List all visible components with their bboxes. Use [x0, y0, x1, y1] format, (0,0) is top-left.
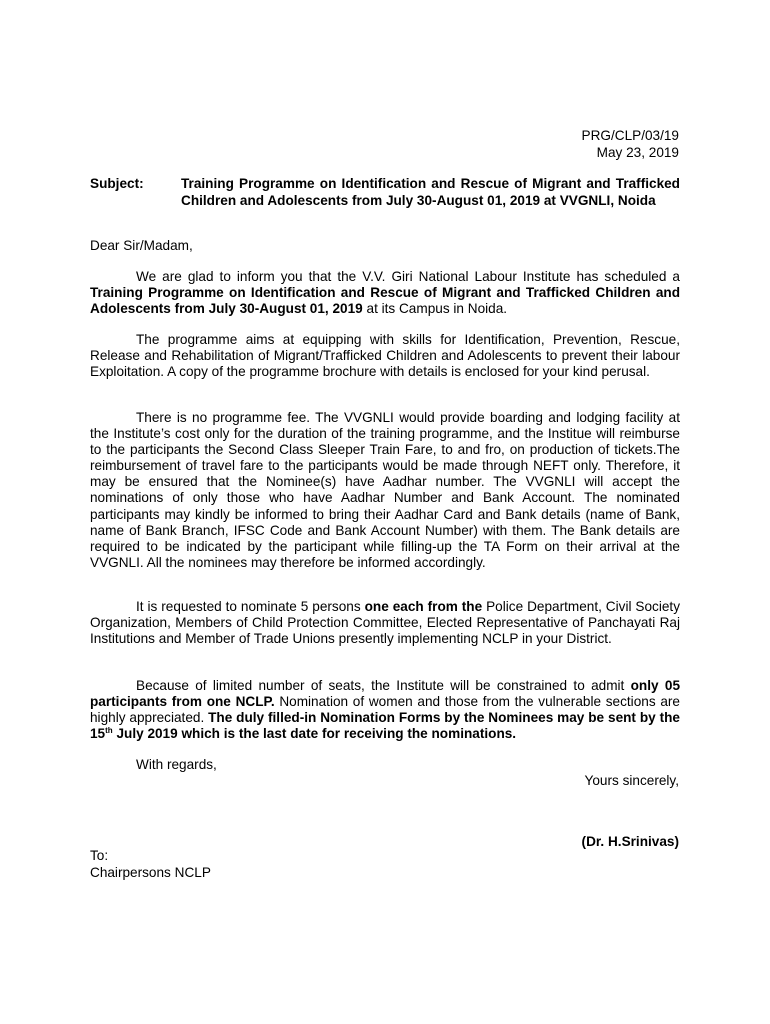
reference-number: PRG/CLP/03/19	[581, 128, 679, 143]
salutation: Dear Sir/Madam,	[90, 238, 193, 253]
paragraph-aims-text: The programme aims at equipping with skills for Identification, Prevention, Rescue, Release and Rehabilitation of Migrant/Trafficked Children and Adolescents to prevent their labour Exploitation. A copy of the programme brochure with details is enclosed for your kind perusal.	[90, 332, 680, 380]
paragraph-nominate-bold: one each from the	[364, 599, 483, 614]
paragraph-fee	[90, 410, 680, 571]
paragraph-seats-mid: Nomination of women and those from the vulnerable sections are highly appreciated.	[90, 694, 680, 726]
paragraph-intro-text: We are glad to inform you that the V.V. Giri National Labour Institute has scheduled a	[136, 269, 680, 284]
paragraph-seats-bold-2: The duly filled-in Nomination Forms by the Nominees may be sent by the 15	[90, 710, 680, 742]
to-label: To:	[90, 848, 109, 863]
paragraph-nominate	[90, 599, 680, 647]
paragraph-fee-text: There is no programme fee. The VVGNLI would provide boarding and lodging facility at the Institute’s cost only for the duration of the training programme, and the Institue will reimburse to the participants the Second Class Sleeper Train Fare, to and fro, on production of tickets.The reimbursement of travel fare to the participants would be made through NEFT only. Therefore, it may be ensured that the Nominee(s) have Aadhar number. The VVGNLI will accept the nominations of only those who have Aadhar Number and Bank Account. The nominated participants may kindly be informed to bring their Aadhar Card and Bank details (name of Bank, name of Bank Branch, IFSC Code and Bank Account Number) with them. The Bank details are required to be indicated by the participant while filling-up the TA Form on their arrival at the VVGNLI. All the nominees may therefore be informed accordingly.	[90, 410, 680, 570]
paragraph-seats-bold-1: only 05 participants from one NCLP.	[90, 678, 681, 710]
paragraph-intro-bold: Training Programme on Identification and Rescue of Migrant and Trafficked Children and Adolescents from July 30-August 01, 2019	[90, 285, 680, 317]
regards-line: With regards,	[136, 757, 217, 772]
paragraph-seats-bold-3: July 2019 which is the last date for receiving the nominations.	[112, 726, 517, 742]
paragraph-intro-end: at its Campus in Noida.	[362, 301, 508, 317]
letter-date: May 23, 2019	[596, 144, 679, 160]
paragraph-intro	[90, 269, 680, 317]
addressee-block	[90, 848, 211, 881]
paragraph-nominate-end: Police Department, Civil Society Organization, Members of Child Protection Committee, Elected Representative of Panchayati Raj Institutions and Member of Trade Unions presently implementing NCLP in your District.	[90, 599, 681, 647]
paragraph-seats-text: Because of limited number of seats, the Institute will be constrained to admit	[136, 678, 631, 693]
paragraph-seats	[90, 678, 680, 742]
subject-label: Subject:	[90, 176, 144, 191]
signatory-name: (Dr. H.Srinivas)	[581, 834, 679, 849]
ordinal-suffix: th	[105, 726, 113, 736]
reference-block	[582, 128, 679, 161]
paragraph-nominate-text: It is requested to nominate 5 persons	[136, 599, 365, 614]
closing-line: Yours sincerely,	[584, 773, 679, 788]
paragraph-aims	[90, 332, 680, 380]
to-recipient: Chairpersons NCLP	[90, 864, 211, 880]
subject-text: Training Programme on Identification and Rescue of Migrant and Trafficked Children and Adolescents from July 30-August 01, 2019 at VVGNLI, Noida	[181, 176, 680, 208]
